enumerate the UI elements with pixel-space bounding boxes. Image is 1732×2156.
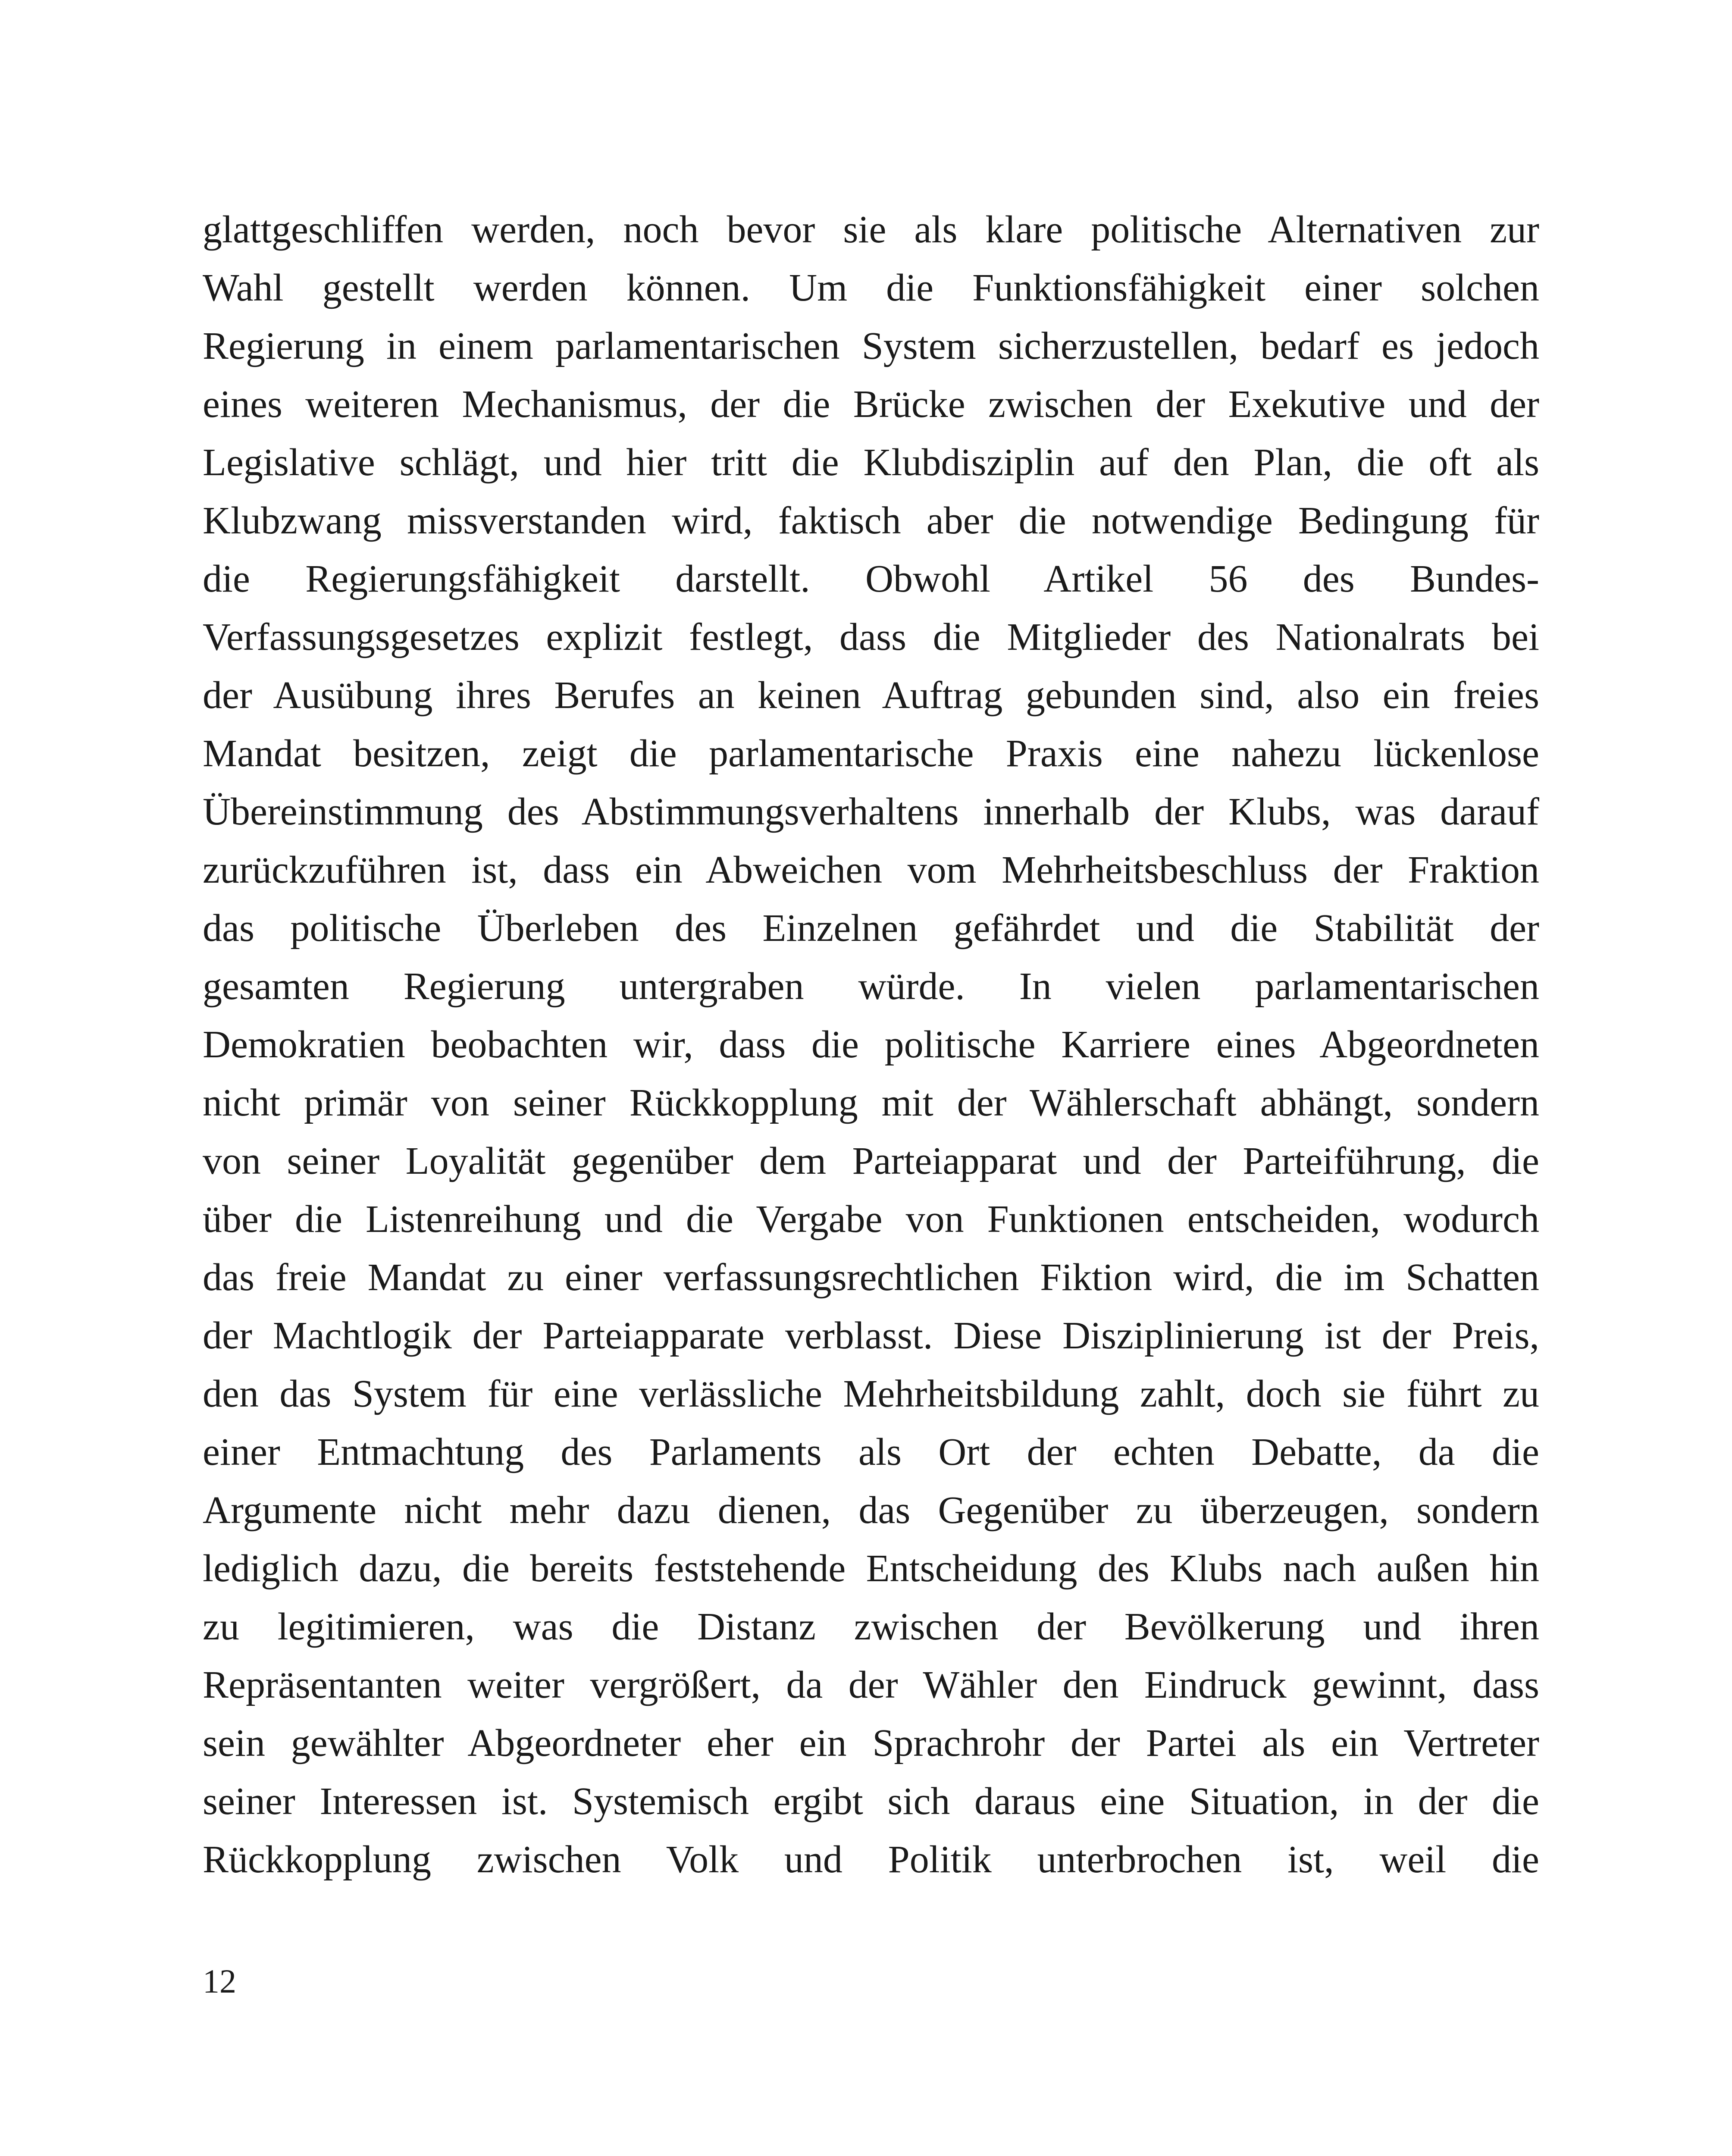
text-line-11: Übereinstimmung des Abstimmungsverhaltens innerhalb der Klubs, was darauf <box>203 790 1539 833</box>
body-paragraph <box>203 201 1539 1889</box>
text-line-16: nicht primär von seiner Rückkopplung mit der Wählerschaft abhängt, sondern <box>203 1081 1539 1124</box>
text-line-20: der Machtlogik der Parteiapparate verblasst. Diese Disziplinierung ist der Preis, <box>203 1314 1539 1357</box>
text-line-28: seiner Interessen ist. Systemisch ergibt sich daraus eine Situation, in der die <box>203 1780 1539 1823</box>
text-line-24: lediglich dazu, die bereits feststehende Entscheidung des Klubs nach außen hin <box>203 1547 1539 1590</box>
page-number: 12 <box>203 1962 236 2000</box>
text-line-17: von seiner Loyalität gegenüber dem Parteiapparat und der Parteiführung, die <box>203 1140 1539 1182</box>
text-line-5: Legislative schlägt, und hier tritt die Klubdisziplin auf den Plan, die oft als <box>203 441 1539 484</box>
text-line-3: Regierung in einem parlamentarischen System sicherzustellen, bedarf es jedoch <box>203 325 1539 367</box>
text-line-6: Klubzwang missverstanden wird, faktisch aber die notwendige Bedingung für <box>203 499 1539 542</box>
text-line-21: den das System für eine verlässliche Mehrheitsbildung zahlt, doch sie führt zu <box>203 1373 1539 1415</box>
text-line-27: sein gewählter Abgeordneter eher ein Sprachrohr der Partei als ein Vertreter <box>203 1722 1539 1764</box>
text-line-7: die Regierungsfähigkeit darstellt. Obwohl Artikel 56 des Bundes- <box>203 558 1539 600</box>
text-line-14: gesamten Regierung untergraben würde. In vielen parlamentarischen <box>203 965 1539 1008</box>
text-line-8: Verfassungsgesetzes explizit festlegt, dass die Mitglieder des Nationalrats bei <box>203 616 1539 658</box>
text-line-1: glattgeschliffen werden, noch bevor sie als klare politische Alternativen zur <box>203 208 1539 251</box>
text-line-22: einer Entmachtung des Parlaments als Ort der echten Debatte, da die <box>203 1431 1539 1473</box>
text-line-15: Demokratien beobachten wir, dass die politische Karriere eines Abgeordneten <box>203 1023 1539 1066</box>
text-line-23: Argumente nicht mehr dazu dienen, das Gegenüber zu überzeugen, sondern <box>203 1489 1539 1532</box>
text-line-26: Repräsentanten weiter vergrößert, da der Wähler den Eindruck gewinnt, dass <box>203 1664 1539 1706</box>
text-line-18: über die Listenreihung und die Vergabe von Funktionen entscheiden, wodurch <box>203 1198 1539 1241</box>
text-line-12: zurückzuführen ist, dass ein Abweichen vom Mehrheitsbeschluss der Fraktion <box>203 849 1539 891</box>
text-line-13: das politische Überleben des Einzelnen gefährdet und die Stabilität der <box>203 907 1539 950</box>
text-line-25: zu legitimieren, was die Distanz zwischen der Bevölkerung und ihren <box>203 1605 1539 1648</box>
text-line-19: das freie Mandat zu einer verfassungsrechtlichen Fiktion wird, die im Schatten <box>203 1256 1539 1299</box>
text-line-10: Mandat besitzen, zeigt die parlamentarische Praxis eine nahezu lückenlose <box>203 732 1539 775</box>
text-line-4: eines weiteren Mechanismus, der die Brücke zwischen der Exekutive und der <box>203 383 1539 426</box>
text-line-9: der Ausübung ihres Berufes an keinen Auftrag gebunden sind, also ein freies <box>203 674 1539 717</box>
text-line-29: Rückkopplung zwischen Volk und Politik unterbrochen ist, weil die <box>203 1838 1539 1881</box>
text-line-2: Wahl gestellt werden können. Um die Funktionsfähigkeit einer solchen <box>203 266 1539 309</box>
